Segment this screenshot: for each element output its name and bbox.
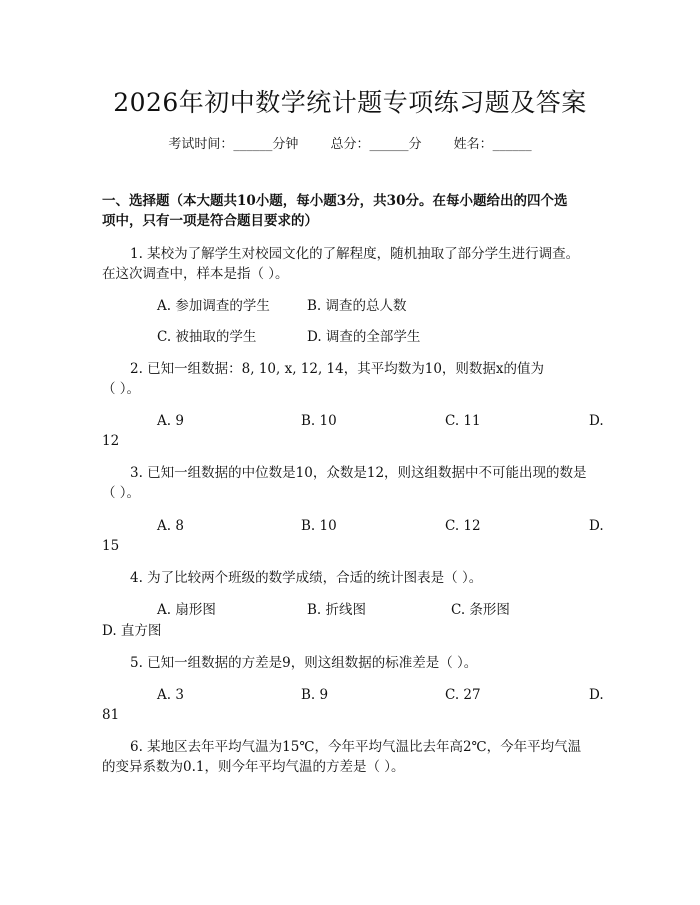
question-2-option-d-value: 12 (102, 433, 120, 449)
question-3-option-b: B. 10 (301, 518, 337, 534)
question-3-option-a: A. 8 (157, 518, 184, 534)
question-4-line1: 4. 为了比较两个班级的数学成绩，合适的统计图表是（ ）。 (130, 570, 483, 586)
question-1-option-b: B. 调查的总人数 (307, 298, 407, 314)
question-6-line1: 6. 某地区去年平均气温为15℃，今年平均气温比去年高2℃，今年平均气温 (130, 739, 582, 755)
question-2-option-d: D. (589, 413, 604, 429)
question-3-line2: （ ）。 (102, 485, 141, 501)
question-5-line1: 5. 已知一组数据的方差是9，则这组数据的标准差是（ ）。 (130, 655, 478, 671)
question-3-option-d-value: 15 (102, 538, 120, 554)
question-1-option-d: D. 调查的全部学生 (307, 329, 421, 345)
question-2-option-a: A. 9 (157, 413, 184, 429)
question-1-line2: 在这次调查中，样本是指（ ）。 (102, 266, 289, 282)
question-5-option-a: A. 3 (157, 687, 184, 703)
exam-time-field: 考试时间：______分钟 (168, 137, 299, 152)
question-5-option-d-value: 81 (102, 707, 120, 723)
question-1-line1: 1. 某校为了解学生对校园文化的了解程度，随机抽取了部分学生进行调查。 (130, 246, 580, 262)
question-1-option-a: A. 参加调查的学生 (157, 298, 270, 314)
exam-info-line (0, 133, 700, 152)
question-3-option-c: C. 12 (445, 518, 481, 534)
question-2-line1: 2. 已知一组数据：8, 10, x, 12, 14，其平均数为10，则数据x的值为 (130, 361, 545, 377)
question-6-line2: 的变异系数为0.1，则今年平均气温的方差是（ ）。 (102, 759, 405, 775)
question-4-option-d: D. 直方图 (102, 623, 162, 639)
question-2-option-b: B. 10 (301, 413, 337, 429)
total-score-field: 总分：______分 (330, 137, 422, 152)
question-5-option-c: C. 27 (445, 687, 481, 703)
section-heading-line2: 项中，只有一项是符合题目要求的） (102, 213, 318, 229)
question-5-option-b: B. 9 (301, 687, 329, 703)
question-2-line2: （ ）。 (102, 381, 141, 397)
question-4-option-c: C. 条形图 (451, 602, 510, 618)
question-2-option-c: C. 11 (445, 413, 481, 429)
question-5-option-d: D. (589, 687, 604, 703)
question-4-option-b: B. 折线图 (307, 602, 367, 618)
page-title: 2026年初中数学统计题专项练习题及答案 (113, 88, 587, 117)
question-3-line1: 3. 已知一组数据的中位数是10，众数是12，则这组数据中不可能出现的数是 (130, 465, 587, 481)
name-field: 姓名：______ (453, 137, 532, 152)
question-4-option-a: A. 扇形图 (157, 602, 216, 618)
question-1-option-c: C. 被抽取的学生 (157, 329, 257, 345)
section-heading-line1: 一、选择题（本大题共10小题，每小题3分，共30分。在每小题给出的四个选 (102, 193, 568, 209)
question-3-option-d: D. (589, 518, 604, 534)
